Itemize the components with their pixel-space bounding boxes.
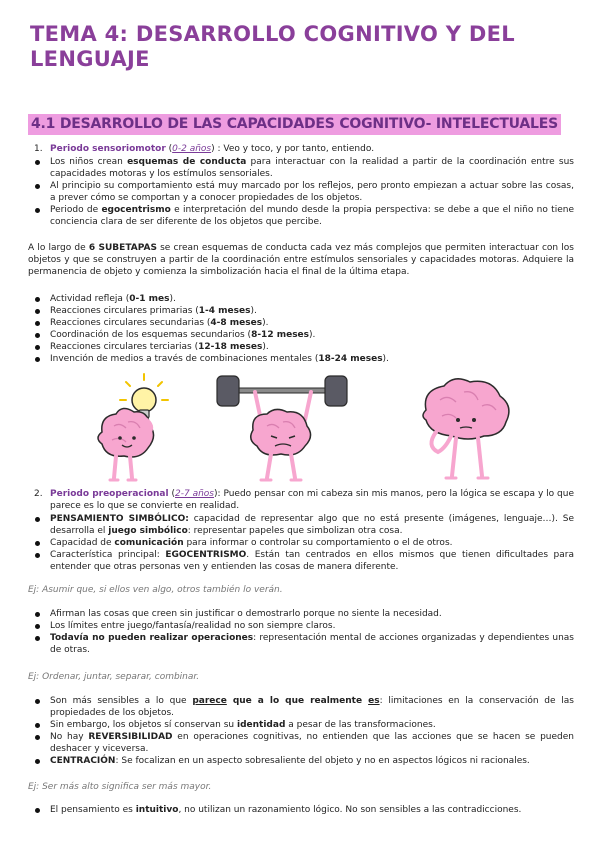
item-text: : limitaciones en la conservación de las propiedades de los objetos. — [50, 696, 574, 718]
list-item — [28, 204, 574, 228]
list-item — [28, 293, 574, 305]
period-1-label: Periodo sensoriomotor — [50, 144, 166, 154]
item-bold: comunicación — [114, 538, 184, 548]
paragraph-bold: 6 SUBETAPAS — [88, 243, 157, 253]
paragraph-text: se crean esquemas de conducta cada vez más complejos que permiten interactuar con los objetos y que se construyen a partir de la coordinación entre estímulos sensoriales y capacidades motoras. Adquiere la permanencia de objeto y comienza la simbolización hacia el final de la última etapa. — [28, 243, 574, 277]
list-item — [28, 156, 574, 180]
subetapas-list — [28, 293, 574, 365]
example-3: Ej: Ser más alto significa ser más mayor. — [28, 782, 212, 792]
subetapas-paragraph — [28, 242, 574, 278]
item-bold: 18-24 meses — [318, 354, 383, 364]
list-item — [28, 353, 574, 365]
item-text: , no utilizan un razonamiento lógico. No son sensibles a las contradicciones. — [178, 805, 522, 815]
list-item — [28, 632, 574, 656]
list-item — [28, 341, 574, 353]
item-text: a pesar de las transformaciones. — [285, 720, 436, 730]
item-bold: 4-8 meses — [210, 318, 263, 328]
list-item — [28, 731, 574, 755]
item-text: Actividad refleja ( — [50, 294, 130, 304]
period-2-label: Periodo preoperacional — [50, 489, 169, 499]
item-text: ). — [262, 342, 269, 352]
item-bold: PENSAMIENTO SIMBÓLICO: — [50, 514, 189, 524]
period-2-paren-close: ) — [214, 489, 218, 499]
item-bold: 1-4 meses — [198, 306, 251, 316]
item-bold: 12-18 meses — [198, 342, 263, 352]
period-1-number: 1. — [34, 144, 43, 154]
item-text: Capacidad de — [50, 538, 115, 548]
period-1-item — [28, 143, 574, 155]
item-text: : Se focalizan en un aspecto sobresaliente del objeto y no en aspectos lógicos ni racionales. — [115, 756, 530, 766]
item-text: El pensamiento es — [50, 805, 136, 815]
item-text: : representación mental de acciones organizadas y dependientes unas de otras. — [50, 633, 574, 655]
item-bold: CENTRACIÓN — [50, 756, 116, 766]
example-1-list — [28, 608, 574, 656]
item-text: en operaciones cognitivas, no entienden que las acciones que se hacen se pueden deshacer y viceversa. — [50, 732, 574, 754]
item-bold: 8-12 meses — [251, 330, 310, 340]
list-item — [28, 180, 574, 204]
period-2-block — [28, 488, 574, 573]
item-text: No hay — [50, 732, 89, 742]
list-item — [28, 549, 574, 573]
item-bold: egocentrismo — [101, 205, 171, 215]
item-text: Los límites entre juego/fantasía/realidad no son siempre claros. — [50, 621, 336, 631]
item-bold: juego simbólico — [108, 526, 188, 536]
item-text: para interactuar con la realidad a partir de la coordinación entre sus capacidades motoras y los estímulos sensoriales. — [50, 157, 574, 179]
item-text: Coordinación de los esquemas secundarios ( — [50, 330, 252, 340]
list-item — [28, 695, 574, 719]
item-text: Invención de medios a través de combinaciones mentales ( — [50, 354, 319, 364]
brain-lifting-barbell-icon — [215, 370, 350, 485]
list-item — [28, 329, 574, 341]
item-bold: 0-1 mes — [129, 294, 170, 304]
item-text: . Están tan centrados en ellos mismos que tienen dificultades para entender que otras personas ven y entienden las cosas de manera diferente. — [50, 550, 574, 572]
item-text: e interpretación del mundo desde la propia perspectiva: se debe a que el niño no tiene conciencia clara de ser diferente de los objetos que percibe. — [50, 205, 574, 227]
item-text: Reacciones circulares primarias ( — [50, 306, 199, 316]
list-item — [28, 804, 574, 816]
item-text: Afirman las cosas que creen sin justificar o demostrarlo porque no siente la necesidad. — [50, 609, 442, 619]
item-bold: que a lo que realmente — [226, 696, 369, 706]
period-2-item — [28, 488, 574, 512]
item-bold: EGOCENTRISMO — [165, 550, 247, 560]
item-bold: parece — [192, 696, 227, 706]
item-text: Los niños crean — [50, 157, 128, 167]
list-item — [28, 513, 574, 537]
list-item — [28, 608, 574, 620]
period-2-number: 2. — [34, 489, 43, 499]
item-text: para informar o controlar su comportamiento o el de otros. — [183, 538, 453, 548]
item-text: Al principio su comportamiento está muy marcado por los reflejos, pero pronto empiezan a actuar sobre las cosas, a prever cómo se comportan y a conocer propiedades de los objetos. — [50, 181, 574, 203]
item-text: Característica principal: — [50, 550, 166, 560]
item-text: ). — [250, 306, 257, 316]
period-2-paren-open: ( — [168, 489, 175, 499]
list-item — [28, 305, 574, 317]
section-heading — [28, 113, 561, 135]
period-1-text: : Veo y toco, y por tanto, entiendo. — [214, 144, 375, 154]
page-title: TEMA 4: DESARROLLO COGNITIVO Y DEL LENGUAJE — [30, 22, 515, 71]
period-1-age: 0-2 años — [172, 144, 212, 154]
item-bold: Todavía no pueden realizar operaciones — [50, 633, 254, 643]
list-item — [28, 317, 574, 329]
section-heading-text: 4.1 DESARROLLO DE LAS CAPACIDADES COGNITIVO- INTELECTUALES — [28, 114, 561, 135]
item-bold: es — [368, 696, 380, 706]
brain-idea-bulb-icon — [82, 370, 182, 485]
item-text: : representar papeles que simbolizan otra cosa. — [187, 526, 403, 536]
item-text: ). — [169, 294, 176, 304]
period-1-paren-open: ( — [165, 144, 173, 154]
item-bold: REVERSIBILIDAD — [88, 732, 173, 742]
list-item — [28, 719, 574, 731]
period-2-age: 2-7 años — [175, 489, 215, 499]
example-2: Ej: Ordenar, juntar, separar, combinar. — [28, 672, 200, 682]
item-text: Sin embargo, los objetos sí conservan su — [50, 720, 237, 730]
item-text: capacidad de representar algo que no está presente (imágenes, lenguaje…). Se desarrolla el — [50, 514, 574, 536]
paragraph-text: A lo largo de — [28, 243, 89, 253]
example-3-list — [28, 804, 574, 816]
period-1-paren-close: ) — [211, 144, 215, 154]
brain-thinking-icon — [412, 370, 522, 485]
item-text: ). — [262, 318, 269, 328]
item-bold: intuitivo — [135, 805, 179, 815]
list-item — [28, 537, 574, 549]
period-2-text: : Puedo pensar con mi cabeza sin mis manos, pero la lógica se escapa y lo que parece es lo que se convierte en realidad. — [50, 489, 575, 511]
item-text: Reacciones circulares secundarias ( — [50, 318, 211, 328]
period-1-block — [28, 143, 574, 228]
item-text: ). — [309, 330, 316, 340]
item-text: ). — [382, 354, 389, 364]
item-text: Reacciones circulares terciarias ( — [50, 342, 199, 352]
example-2-list — [28, 695, 574, 767]
list-item — [28, 620, 574, 632]
example-1: Ej: Asumir que, si ellos ven algo, otros también lo verán. — [28, 585, 283, 595]
list-item — [28, 755, 574, 767]
item-text: Son más sensibles a lo que — [50, 696, 193, 706]
item-bold: identidad — [237, 720, 286, 730]
item-bold: esquemas de conducta — [127, 157, 247, 167]
item-text: Periodo de — [50, 205, 102, 215]
